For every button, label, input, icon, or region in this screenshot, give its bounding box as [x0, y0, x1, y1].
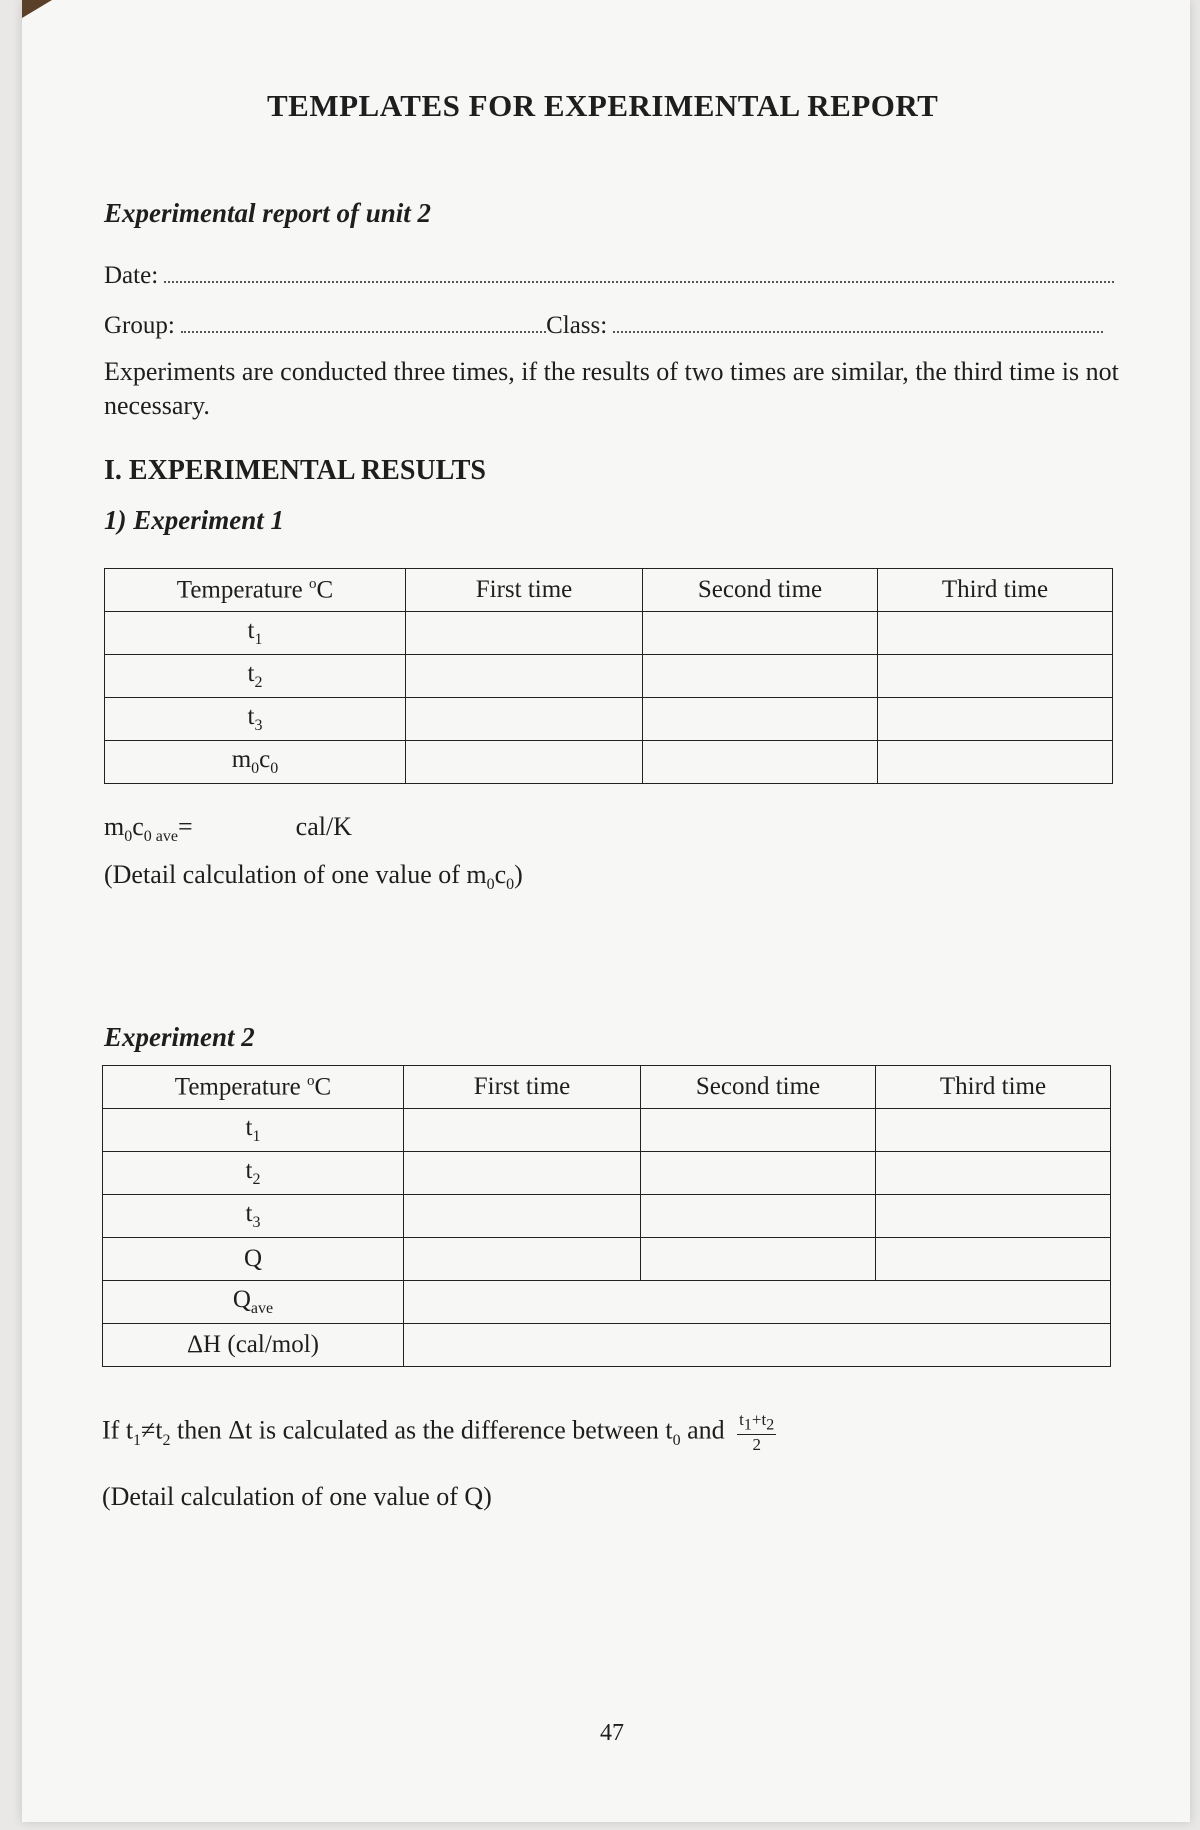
row-label-t1: $t_1$ [103, 1109, 404, 1152]
table-row [103, 1152, 1111, 1195]
table-cell[interactable] [876, 1109, 1111, 1152]
table-cell[interactable] [641, 1109, 876, 1152]
table-cell[interactable] [878, 655, 1113, 698]
header-temperature: Temperature $^o$C [103, 1066, 404, 1109]
detail-calculation-1: (Detail calculation of one value of $m_0c_0$) [104, 860, 523, 894]
m0c0-ave-label: $m_0c_{0 ave}=$ [104, 812, 193, 846]
header-first-time: First time [404, 1066, 641, 1109]
table-cell[interactable] [404, 1152, 641, 1195]
row-label-t2: $t_2$ [103, 1152, 404, 1195]
qave-cell[interactable] [404, 1281, 1111, 1324]
table-row [105, 655, 1113, 698]
row-label-t3: $t_3$ [105, 698, 406, 741]
document-page [22, 0, 1190, 1822]
section-heading: I. EXPERIMENTAL RESULTS [104, 455, 487, 486]
table-cell[interactable] [876, 1195, 1111, 1238]
header-third-time: Third time [876, 1066, 1111, 1109]
table-cell[interactable] [876, 1152, 1111, 1195]
m0c0-unit: cal/K [295, 812, 352, 841]
row-label-q: Q [103, 1238, 404, 1281]
experiment-1-table [104, 568, 1113, 784]
table-cell[interactable] [641, 1195, 876, 1238]
instructions-text: Experiments are conducted three times, if the results of two times are similar, the third time is not necessary. [104, 357, 1119, 420]
table-row [103, 1195, 1111, 1238]
average-fraction: $\frac{t_1+t_2}{2}$ [739, 1410, 775, 1455]
class-field[interactable] [613, 313, 1103, 333]
table-row [105, 741, 1113, 784]
table-cell[interactable] [406, 655, 643, 698]
m0c0-ave-line [104, 812, 352, 846]
table-header-row [105, 569, 1113, 612]
table-cell[interactable] [641, 1152, 876, 1195]
row-label-m0c0: $m_0c_0$ [105, 741, 406, 784]
header-third-time: Third time [878, 569, 1113, 612]
experiment-1-heading: 1) Experiment 1 [104, 505, 284, 535]
page-title: TEMPLATES FOR EXPERIMENTAL REPORT [267, 88, 939, 123]
table-cell[interactable] [643, 698, 878, 741]
table-row [105, 612, 1113, 655]
header-temperature: Temperature $^o$C [105, 569, 406, 612]
table-cell[interactable] [878, 698, 1113, 741]
row-label-delta-h: ΔH (cal/mol) [103, 1324, 404, 1367]
table-cell[interactable] [404, 1109, 641, 1152]
header-second-time: Second time [641, 1066, 876, 1109]
table-cell[interactable] [406, 741, 643, 784]
table-header-row [103, 1066, 1111, 1109]
group-label: Group: [104, 312, 175, 339]
table-cell[interactable] [641, 1238, 876, 1281]
date-label: Date: [104, 262, 159, 289]
table-cell[interactable] [404, 1195, 641, 1238]
row-label-t1: $t_1$ [105, 612, 406, 655]
header-first-time: First time [406, 569, 643, 612]
date-field[interactable] [164, 263, 1114, 283]
table-cell[interactable] [406, 612, 643, 655]
table-row [103, 1109, 1111, 1152]
table-row [103, 1324, 1111, 1367]
date-line [104, 262, 1114, 290]
delta-h-cell[interactable] [404, 1324, 1111, 1367]
page-corner-mark [22, 0, 52, 18]
group-field[interactable] [181, 313, 546, 333]
row-label-t3: $t_3$ [103, 1195, 404, 1238]
detail-calculation-2: (Detail calculation of one value of Q) [102, 1482, 492, 1511]
experiment-2-heading: Experiment 2 [104, 1022, 255, 1052]
table-cell[interactable] [404, 1238, 641, 1281]
table-cell[interactable] [878, 612, 1113, 655]
row-label-t2: $t_2$ [105, 655, 406, 698]
table-cell[interactable] [878, 741, 1113, 784]
table-cell[interactable] [643, 741, 878, 784]
table-row [103, 1281, 1111, 1324]
table-cell[interactable] [876, 1238, 1111, 1281]
unit-heading: Experimental report of unit 2 [104, 198, 432, 228]
group-class-line [104, 312, 1103, 340]
table-cell[interactable] [643, 612, 878, 655]
class-label: Class: [546, 312, 608, 339]
table-cell[interactable] [643, 655, 878, 698]
table-row [103, 1238, 1111, 1281]
table-row [105, 698, 1113, 741]
row-label-qave: $Q_{ave}$ [103, 1281, 404, 1324]
header-second-time: Second time [643, 569, 878, 612]
experiment-2-table [102, 1065, 1111, 1367]
table-cell[interactable] [406, 698, 643, 741]
delta-t-note: If $t_1\ne t_2$ then Δt is calculated as the difference between $t_0$ and $\frac{t_1+t_2}{2}$ [102, 1410, 775, 1455]
page-number: 47 [600, 1720, 624, 1746]
